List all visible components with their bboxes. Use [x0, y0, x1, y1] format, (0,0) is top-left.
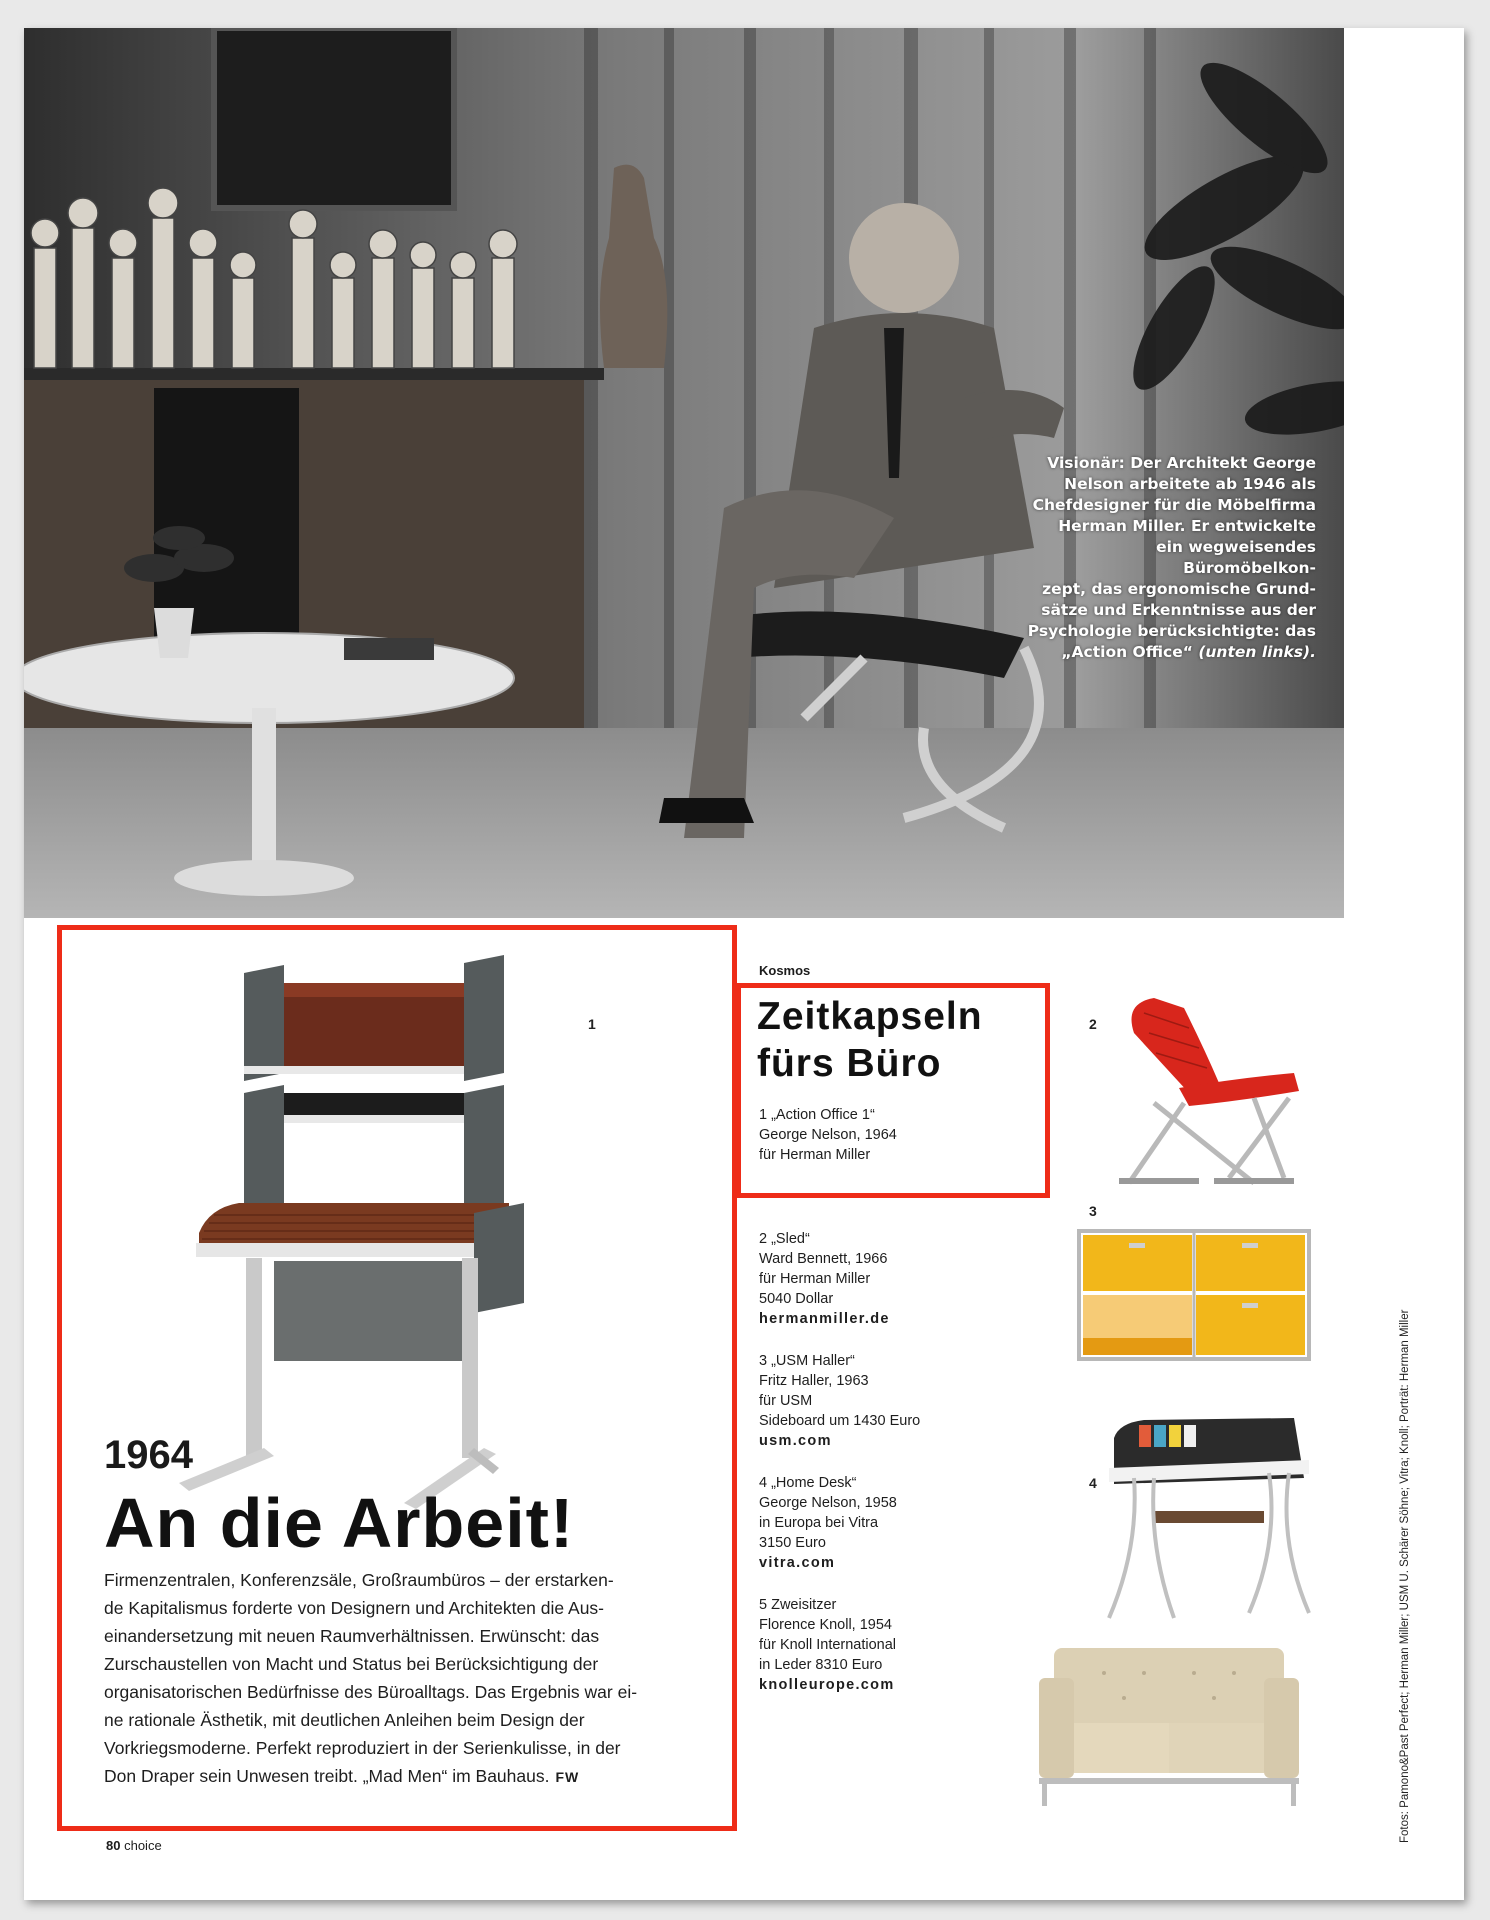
- caption-line: ein wegweisendes Büromöbelkon-: [1156, 538, 1316, 577]
- product-entry-5: [759, 1595, 989, 1695]
- sled-chair-image: [1104, 993, 1314, 1198]
- usm-haller-sideboard-image: [1074, 1223, 1314, 1373]
- entry-url[interactable]: hermanmiller.de: [759, 1311, 890, 1327]
- entry-line: Sideboard um 1430 Euro: [759, 1413, 921, 1429]
- entry-line: für Herman Miller: [759, 1271, 871, 1287]
- product-entry-2: [759, 1229, 989, 1329]
- caption-line: Nelson arbeitete ab 1946 als: [1064, 475, 1316, 493]
- photo-credit: Fotos: Pamono&Past Perfect; Herman Miller; USM U. Schärer Söhne; Vitra; Knoll; Porträt: Herman Miller: [1399, 1309, 1411, 1843]
- entry-line: 5 Zweisitzer: [759, 1597, 837, 1613]
- product-entry-3: [759, 1351, 989, 1451]
- entry-url[interactable]: knolleurope.com: [759, 1677, 895, 1693]
- article-year: 1964: [104, 1433, 193, 1477]
- entry-line: in Leder 8310 Euro: [759, 1657, 883, 1673]
- entry-line: 3 „USM Haller“: [759, 1353, 855, 1369]
- entry-line: 3150 Euro: [759, 1535, 826, 1551]
- caption-line: „Action Office“: [1061, 643, 1193, 661]
- caption-line: Chefdesigner für die Möbelfirma: [1032, 496, 1316, 514]
- entry-line: für USM: [759, 1393, 813, 1409]
- body-line: organisatorischen Bedürfnisse des Büroalltags. Das Ergebnis war ei-: [104, 1682, 638, 1702]
- body-line: einandersetzung mit neuen Raumverhältnissen. Erwünscht: das: [104, 1626, 600, 1646]
- entry-line: für Knoll International: [759, 1637, 897, 1653]
- entry-line: 2 „Sled“: [759, 1231, 810, 1247]
- entry-line: Fritz Haller, 1963: [759, 1373, 869, 1389]
- entry-line: 5040 Dollar: [759, 1291, 834, 1307]
- entry-line: Florence Knoll, 1954: [759, 1617, 892, 1633]
- product-entry-1: [759, 1105, 989, 1165]
- sidebar-title-line2: fürs Büro: [757, 1042, 942, 1085]
- entry-line: in Europa bei Vitra: [759, 1515, 879, 1531]
- article-headline: An die Arbeit!: [104, 1484, 575, 1562]
- product-number-3: 3: [1089, 1203, 1097, 1219]
- caption-line: Psychologie berücksichtigte: das: [1027, 622, 1316, 640]
- author-signature: FW: [555, 1769, 580, 1785]
- body-line: Don Draper sein Unwesen treibt. „Mad Men“ im Bauhaus.: [104, 1766, 550, 1786]
- body-line: Zurschaustellen von Macht und Status bei Berücksichtigung der: [104, 1654, 599, 1674]
- home-desk-image: [1094, 1413, 1314, 1633]
- section-name: choice: [124, 1838, 162, 1853]
- entry-url[interactable]: usm.com: [759, 1433, 832, 1449]
- article-body: [104, 1566, 704, 1791]
- entry-url[interactable]: vitra.com: [759, 1555, 836, 1571]
- product-number-1: 1: [588, 1016, 596, 1032]
- page-number: 80: [106, 1838, 121, 1853]
- photo-caption: [1026, 453, 1316, 663]
- section-kicker: Kosmos: [759, 963, 811, 978]
- entry-line: für Herman Miller: [759, 1147, 871, 1163]
- body-line: ne rationale Ästhetik, mit deutlichen Anleihen beim Design der: [104, 1710, 585, 1730]
- knoll-sofa-image: [1034, 1638, 1304, 1813]
- caption-line: Visionär: Der Architekt George: [1047, 454, 1316, 472]
- product-entry-4: [759, 1473, 989, 1573]
- product-number-4: 4: [1089, 1475, 1097, 1491]
- magazine-page: [24, 28, 1464, 1900]
- entry-line: George Nelson, 1964: [759, 1127, 897, 1143]
- caption-italic: (unten links).: [1198, 643, 1316, 661]
- hero-photo: [24, 28, 1344, 918]
- entry-line: Ward Bennett, 1966: [759, 1251, 888, 1267]
- entry-line: 4 „Home Desk“: [759, 1475, 857, 1491]
- action-office-desk-image: [174, 943, 594, 1513]
- entry-line: George Nelson, 1958: [759, 1495, 897, 1511]
- product-number-2: 2: [1089, 1016, 1097, 1032]
- body-line: de Kapitalismus forderte von Designern und Architekten die Aus-: [104, 1598, 605, 1618]
- caption-line: sätze und Erkenntnisse aus der: [1041, 601, 1316, 619]
- body-line: Firmenzentralen, Konferenzsäle, Großraumbüros – der erstarken-: [104, 1570, 614, 1590]
- page-folio: [106, 1838, 162, 1853]
- entry-line: 1 „Action Office 1“: [759, 1107, 875, 1123]
- sidebar-title-line1: Zeitkapseln: [757, 995, 983, 1038]
- caption-line: Herman Miller. Er entwickelte: [1058, 517, 1316, 535]
- caption-line: zept, das ergonomische Grund-: [1042, 580, 1316, 598]
- body-line: Vorkriegsmoderne. Perfekt reproduziert in der Serienkulisse, in der: [104, 1738, 621, 1758]
